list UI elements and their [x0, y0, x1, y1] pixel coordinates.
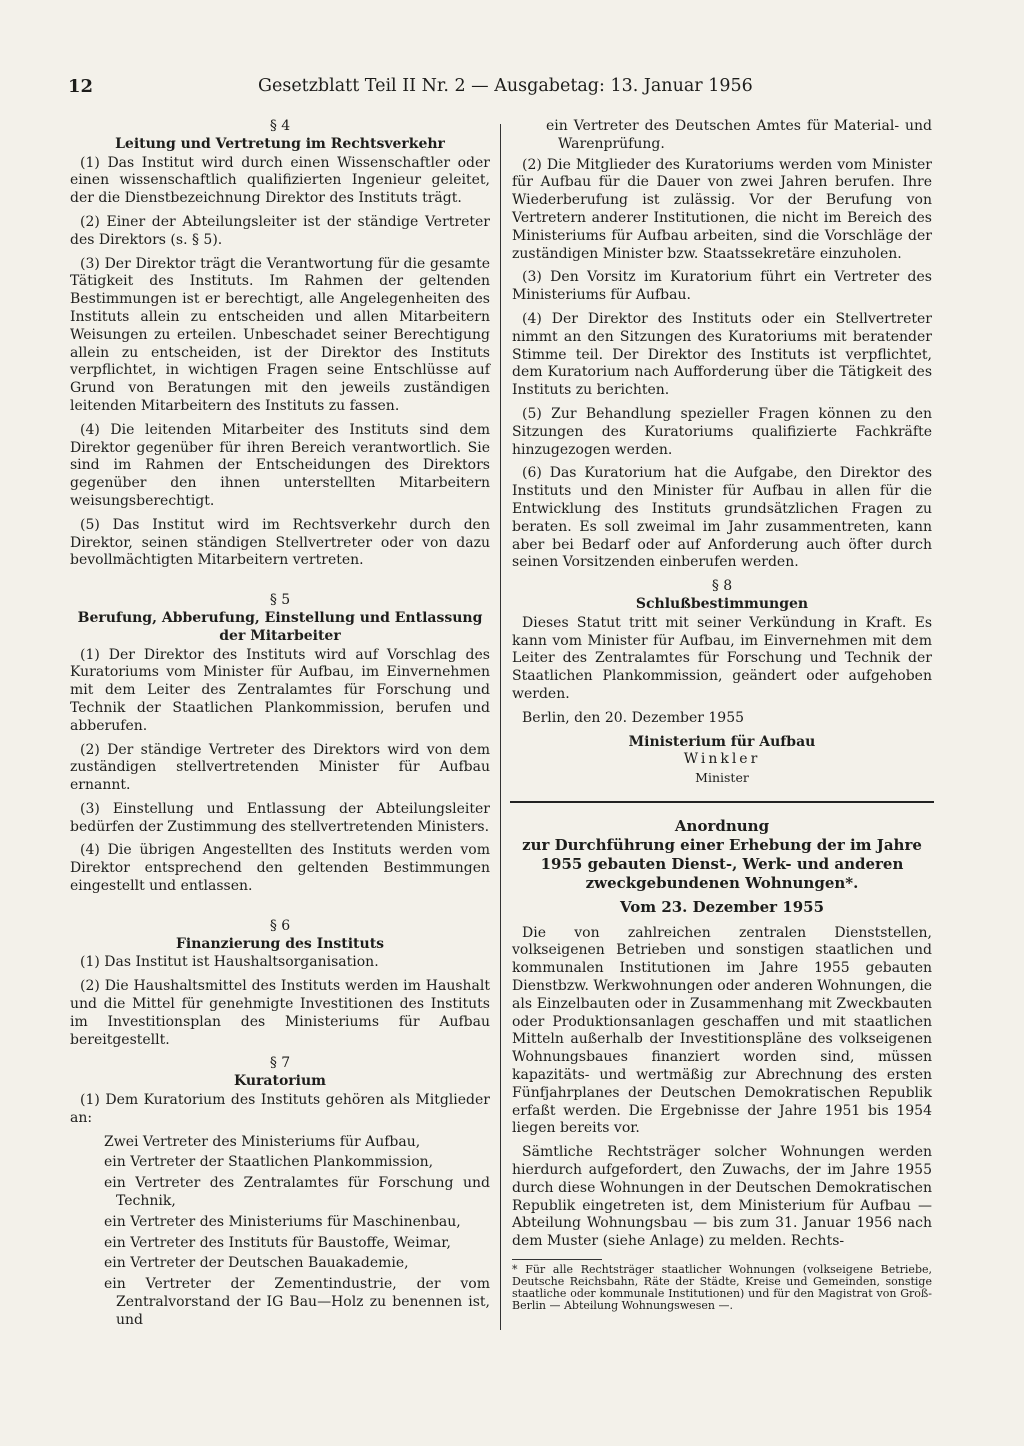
list-item: ein Vertreter der Deutschen Bauakademie,: [104, 1255, 409, 1272]
section-7-title: Kuratorium: [234, 1073, 326, 1090]
section-8-number: § 8: [711, 578, 733, 595]
footnote: * Für alle Rechtsträger staatlicher Wohnungen (volkseigene Betriebe, Deutsche Reichsbahn, Räte der Städte, Kreise und Gemeinden, sonstige staatliche oder kommunale Institutionen) und für den Magistrat von Groß-Berlin — Abteilung Wohnungswesen —.: [512, 1263, 932, 1313]
section-8-title: Schlußbestimmungen: [635, 595, 809, 612]
list-item: ein Vertreter des Ministeriums für Maschinenbau,: [104, 1213, 461, 1230]
section-6-title: Finanzierung des Instituts: [175, 935, 385, 952]
section-6-para-2: (2) Die Haushaltsmittel des Instituts werden im Haushalt und die Mittel für genehmigte Investitionen des Instituts im Investitionsplan des Ministeriums für Aufbau bereitgestellt.: [70, 978, 490, 1048]
column-divider: [500, 124, 501, 1330]
section-4-para-3: (3) Der Direktor trägt die Verantwortung für die gesamte Tätigkeit des Instituts. Im Rahmen der geltenden Bestimmungen ist er berechtigt, alle Angelegenheiten des Instituts allein zu entscheiden und allen Mitarbeitern Weisungen zu erteilen. Unbeschadet seiner Berechtigung allein zu entscheiden, ist der Direktor des Instituts verpflichtet, in wichtigen Fragen seine Entschlüsse auf Grund von Beratungen mit den jeweils zuständigen leitenden Mitarbeitern des Instituts zu fassen.: [70, 255, 490, 414]
section-6-para-1: (1) Das Institut ist Haushaltsorganisation.: [80, 954, 379, 971]
list-item: ein Vertreter des Zentralamtes für Forschung und Technik,: [104, 1175, 490, 1210]
section-7-para-5: (5) Zur Behandlung spezieller Fragen können zu den Sitzungen des Kuratoriums qualifizierte Fachkräfte hinzugezogen werden.: [512, 405, 932, 458]
section-5-para-1: (1) Der Direktor des Instituts wird auf Vorschlag des Kuratoriums vom Minister für Aufbau, im Einvernehmen mit dem Leiter des Zentralamtes für Forschung und Technik der Staatlichen Plankommission, berufen und abberufen.: [70, 646, 490, 734]
section-5-para-4: (4) Die übrigen Angestellten des Instituts werden vom Direktor entsprechend den geltenden Bestimmungen eingestellt und entlassen.: [70, 842, 490, 895]
list-item: ein Vertreter der Zementindustrie, der vom Zentralvorstand der IG Bau—Holz zu benennen ist, und: [104, 1276, 490, 1328]
order-para-1: Die von zahlreichen zentralen Dienststellen, volkseigenen Betrieben und sonstigen staatlichen und kommunalen Institutionen im Jahre 1955 gebauten Dienstbzw. Werkwohnungen oder anderen Wohnungen, die als Einzelbauten oder in Zusammenhang mit Zweckbauten oder Produktionsanlagen geschaffen und mit staatlichen Mitteln außerhalb der Investitionspläne des volkseigenen Wohnungsbaues finanziert worden sind, müssen kapazitäts- und wertmäßig zur Abrechnung des ersten Fünfjahrplanes der Deutschen Demokratischen Republik erfaßt werden. Die Ergebnisse der Jahre 1951 bis 1954 liegen bereits vor.: [512, 924, 932, 1137]
kuratorium-member-list: [104, 1134, 490, 1330]
section-5-para-2: (2) Der ständige Vertreter des Direktors wird von dem zuständigen stellvertretenden Minister für Aufbau ernannt.: [70, 741, 490, 794]
section-divider: [510, 801, 934, 803]
list-item: ein Vertreter des Instituts für Baustoffe, Weimar,: [104, 1234, 451, 1251]
section-7-number: § 7: [269, 1055, 291, 1072]
signatory-role: Minister: [695, 770, 749, 786]
order-date: Vom 23. Dezember 1955: [619, 897, 825, 916]
page-number: 12: [68, 76, 94, 97]
list-item: Zwei Vertreter des Ministeriums für Aufbau,: [104, 1133, 421, 1150]
section-7-para-2: (2) Die Mitglieder des Kuratoriums werden vom Minister für Aufbau für die Dauer von zwei Jahren berufen. Ihre Wiederberufung ist zulässig. Vor der Berufung von Vertretern anderer Institutionen, die nicht im Bereich des Ministeriums für Aufbau arbeiten, sind die Vorschläge der zuständigen Minister bzw. Staatssekretäre einzuholen.: [512, 156, 932, 262]
section-7-para-4: (4) Der Direktor des Instituts oder ein Stellvertreter nimmt an den Sitzungen des Kuratoriums mit beratender Stimme teil. Der Direktor des Instituts ist verpflichtet, dem Kuratorium nach Aufforderung über die Tätigkeit des Instituts zu berichten.: [512, 310, 932, 399]
footnote-rule: [512, 1259, 602, 1260]
list-item: ein Vertreter der Staatlichen Plankommission,: [104, 1154, 434, 1171]
section-7-para-3: (3) Den Vorsitz im Kuratorium führt ein Vertreter des Ministeriums für Aufbau.: [512, 269, 932, 304]
signatory-name: Winkler: [683, 751, 761, 768]
left-column: [70, 118, 490, 1333]
section-5-para-3: (3) Einstellung und Entlassung der Abteilungsleiter bedürfen der Zustimmung des stellvertretenden Ministers.: [70, 800, 490, 835]
section-4-para-1: (1) Das Institut wird durch einen Wissenschaftler oder einen wissenschaftlich qualifizierten Ingenieur geleitet, der die Dienstbezeichnung Direktor des Instituts trägt.: [70, 154, 490, 207]
section-4-number: § 4: [269, 118, 291, 134]
list-item: ein Vertreter des Deutschen Amtes für Material- und Warenprüfung.: [546, 118, 932, 152]
order-subtitle: zur Durchführung einer Erhebung der im Jahre 1955 gebauten Dienst-, Werk- und anderen zweckgebundenen Wohnungen*.: [522, 835, 922, 892]
page-header: [68, 76, 760, 100]
section-7-para-6: (6) Das Kuratorium hat die Aufgabe, den Direktor des Instituts und den Minister für Aufbau in allen für die Entwicklung des Instituts grundsätzlichen Fragen zu beraten. Es soll zweimal im Jahr zusammentreten, kann aber bei Bedarf oder auf Anforderung auch öfter durch seinen Vorsitzenden einberufen werden.: [512, 465, 932, 571]
order-para-2: Sämtliche Rechtsträger solcher Wohnungen werden hierdurch aufgefordert, den Zuwachs, der im Jahre 1955 durch diese Wohnungen in der Deutschen Demokratischen Republik eingetreten ist, dem Ministerium für Aufbau — Abteilung Wohnungsbau — bis zum 31. Januar 1956 nach dem Muster (siehe Anlage) zu melden. Rechts-: [512, 1144, 932, 1250]
order-title: Anordnung: [674, 816, 770, 835]
publication-header: Gesetzblatt Teil II Nr. 2 — Ausgabetag: 13. Januar 1956: [258, 76, 753, 96]
section-5-title: Berufung, Abberufung, Einstellung und Entlassung der Mitarbeiter: [77, 609, 483, 644]
section-4-para-4: (4) Die leitenden Mitarbeiter des Instituts sind dem Direktor gegenüber für ihren Bereich verantwortlich. Sie sind im Rahmen der Entscheidungen des Direktors gegenüber den ihnen unterstellten Mitarbeitern weisungsberechtigt.: [70, 421, 490, 509]
right-column: [512, 118, 932, 1312]
kuratorium-member-list-cont: [546, 118, 932, 154]
section-7-intro: (1) Dem Kuratorium des Instituts gehören als Mitglieder an:: [70, 1092, 490, 1126]
section-4-title: Leitung und Vertretung im Rechtsverkehr: [115, 135, 445, 152]
section-6-number: § 6: [269, 917, 291, 934]
signing-ministry: Ministerium für Aufbau: [628, 733, 816, 750]
section-4-para-2: (2) Einer der Abteilungsleiter ist der ständige Vertreter des Direktors (s. § 5).: [70, 213, 490, 248]
signing-date: Berlin, den 20. Dezember 1955: [522, 709, 745, 726]
section-8-para: Dieses Statut tritt mit seiner Verkündung in Kraft. Es kann vom Minister für Aufbau, im Einvernehmen mit dem Leiter des Zentralamtes für Forschung und Technik der Staatlichen Plankommission, geändert oder aufgehoben werden.: [512, 614, 932, 702]
section-5-number: § 5: [269, 592, 291, 609]
section-4-para-5: (5) Das Institut wird im Rechtsverkehr durch den Direktor, seinen ständigen Stellvertreter oder von dazu bevollmächtigten Mitarbeitern vertreten.: [70, 516, 490, 569]
